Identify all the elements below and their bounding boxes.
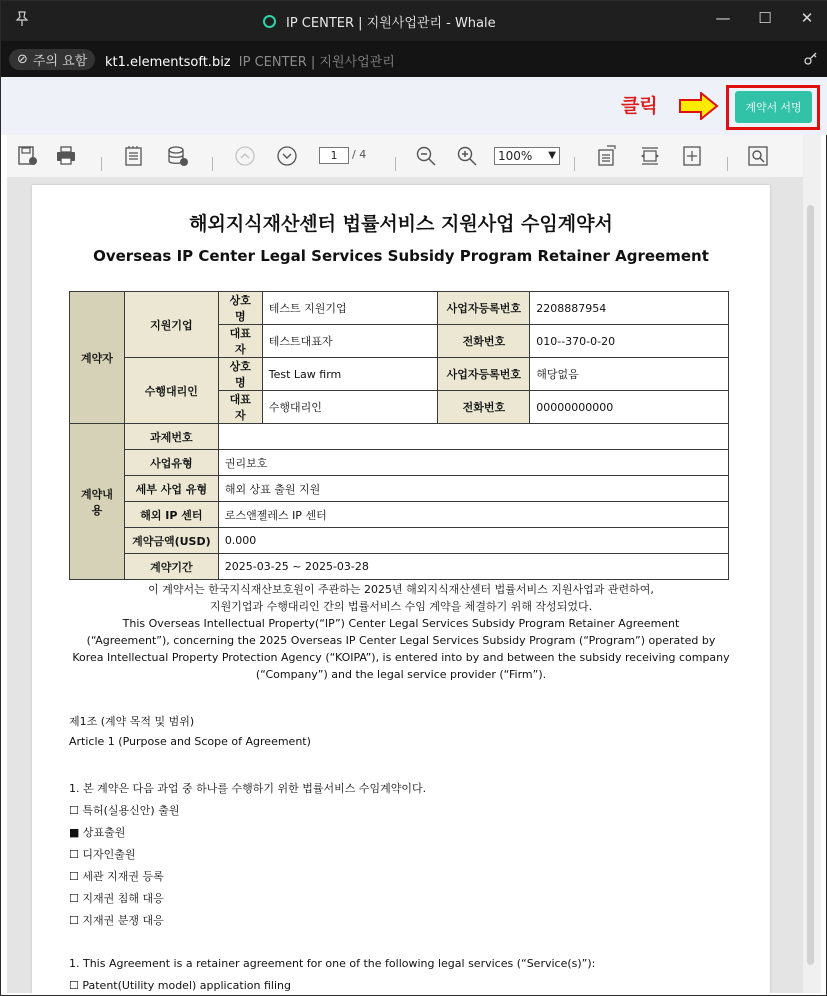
window-controls bbox=[702, 1, 827, 35]
document-properties-icon[interactable] bbox=[123, 145, 145, 167]
intro-line: (“Company”) and the legal service provider (“Firm”). bbox=[255, 668, 547, 681]
table-row bbox=[70, 554, 729, 580]
window-title bbox=[263, 12, 496, 31]
intro-line: Korea Intellectual Property Protection Agency (“KOIPA”), is entered into by and between the subsidy receiving company bbox=[72, 651, 730, 664]
service-option: ■ 상표출원 bbox=[69, 826, 126, 839]
intro-paragraph bbox=[32, 581, 770, 683]
table-cell: 사업자등록번호 bbox=[438, 358, 530, 391]
intro-line: 지원기업과 수행대리인 간의 법률서비스 수임 계약을 체결하기 위해 작성되었다. bbox=[209, 600, 593, 613]
click-annotation-label: 클릭 bbox=[621, 95, 658, 117]
page-total: / 4 bbox=[352, 148, 367, 161]
clause-en: 1. This Agreement is a retainer agreement for one of the following legal services (“Service(s)”): bbox=[69, 957, 596, 970]
window-title-text: IP CENTER | 지원사업관리 - Whale bbox=[286, 16, 496, 31]
scrollbar-thumb[interactable] bbox=[807, 205, 814, 965]
service-option: ☐ Patent(Utility model) application filing bbox=[69, 979, 291, 992]
chevron-down-icon: ▼ bbox=[548, 150, 556, 161]
table-cell bbox=[218, 424, 728, 450]
document-title-ko: 해외지식재산센터 법률서비스 지원사업 수임계약서 bbox=[189, 213, 613, 235]
page-number-input[interactable]: 1 bbox=[319, 147, 349, 164]
table-cell: 로스앤젤레스 IP 센터 bbox=[218, 502, 728, 528]
table-cell: 해외 IP 센터 bbox=[124, 502, 218, 528]
table-cell: 상호명 bbox=[218, 292, 262, 325]
zoom-out-icon[interactable] bbox=[415, 145, 437, 167]
sign-contract-button[interactable]: 계약서 서명 bbox=[735, 91, 812, 123]
table-cell: 0.000 bbox=[218, 528, 728, 554]
table-cell: 00000000000 bbox=[530, 391, 729, 424]
database-icon[interactable] bbox=[167, 145, 189, 167]
table-cell: 계약내용 bbox=[70, 424, 125, 580]
table-cell: 상호명 bbox=[218, 358, 262, 391]
url-field[interactable] bbox=[105, 51, 395, 70]
service-option: ☐ 특허(실용신안) 출원 bbox=[69, 804, 180, 817]
document-title-en: Overseas IP Center Legal Services Subsidy Program Retainer Agreement bbox=[93, 247, 709, 265]
table-cell: 사업유형 bbox=[124, 450, 218, 476]
service-option: ☐ 지재권 분쟁 대응 bbox=[69, 914, 164, 927]
table-cell: Test Law firm bbox=[262, 358, 438, 391]
table-row bbox=[70, 450, 729, 476]
table-row bbox=[70, 358, 729, 391]
table-row bbox=[70, 502, 729, 528]
save-icon[interactable] bbox=[17, 145, 39, 167]
table-cell: 계약자 bbox=[70, 292, 125, 424]
table-row bbox=[70, 528, 729, 554]
table-cell: 과제번호 bbox=[124, 424, 218, 450]
clause-ko: 1. 본 계약은 다음 과업 중 하나를 수행하기 위한 법률서비스 수임계약이다. bbox=[69, 782, 427, 795]
table-row bbox=[70, 424, 729, 450]
article-heading-en: Article 1 (Purpose and Scope of Agreement) bbox=[69, 735, 311, 748]
zoom-in-icon[interactable] bbox=[456, 145, 478, 167]
url-host: kt1.elementsoft.biz bbox=[105, 55, 231, 70]
page-export-icon[interactable] bbox=[596, 145, 618, 167]
toolbar-separator bbox=[395, 157, 396, 171]
article-heading-ko: 제1조 (계약 목적 및 범위) bbox=[69, 715, 195, 728]
table-cell: 2208887954 bbox=[530, 292, 729, 325]
intro-line: (“Agreement”), concerning the 2025 Overseas IP Center Legal Services Subsidy Program (“Program”) operated by bbox=[86, 634, 716, 647]
toolbar-separator bbox=[574, 157, 575, 171]
table-cell: 계약기간 bbox=[124, 554, 218, 580]
security-warning-text: 주의 요함 bbox=[32, 54, 88, 69]
table-cell: 전화번호 bbox=[438, 325, 530, 358]
pdf-viewport[interactable] bbox=[7, 177, 803, 993]
service-option: ☐ 세관 지재권 등록 bbox=[69, 870, 164, 883]
close-button[interactable]: ✕ bbox=[800, 9, 814, 27]
table-cell: 해외 상표 출원 지원 bbox=[218, 476, 728, 502]
table-row bbox=[70, 476, 729, 502]
table-cell: 테스트대표자 bbox=[262, 325, 438, 358]
table-cell: 사업자등록번호 bbox=[438, 292, 530, 325]
security-warning-badge[interactable] bbox=[9, 49, 95, 70]
contract-info-table bbox=[69, 291, 729, 580]
scrollbar[interactable] bbox=[803, 135, 821, 993]
search-icon[interactable] bbox=[747, 145, 769, 167]
zoom-value: 100% bbox=[498, 149, 533, 163]
table-cell: 수행대리인 bbox=[262, 391, 438, 424]
table-cell: 지원기업 bbox=[124, 292, 218, 358]
table-cell: 대표자 bbox=[218, 325, 262, 358]
table-cell: 계약금액(USD) bbox=[124, 528, 218, 554]
table-cell: 010--370-0-20 bbox=[530, 325, 729, 358]
pdf-page bbox=[32, 185, 770, 993]
table-cell: 세부 사업 유형 bbox=[124, 476, 218, 502]
key-icon[interactable] bbox=[804, 51, 818, 69]
not-secure-icon: ⊘ bbox=[17, 52, 28, 67]
table-cell: 해당없음 bbox=[530, 358, 729, 391]
print-icon[interactable] bbox=[55, 145, 77, 167]
minimize-button[interactable]: — bbox=[715, 9, 731, 27]
intro-line: This Overseas Intellectual Property(“IP”) Center Legal Services Subsidy Program Retainer Agreement bbox=[122, 617, 680, 630]
table-cell: 권리보호 bbox=[218, 450, 728, 476]
pin-icon[interactable] bbox=[15, 11, 29, 31]
toolbar-separator bbox=[101, 157, 102, 171]
intro-line: 이 계약서는 한국지식재산보호원이 주관하는 2025년 해외지식재산센터 법률서비스 지원사업과 관련하여, bbox=[148, 583, 654, 596]
service-option: ☐ 디자인출원 bbox=[69, 848, 136, 861]
table-cell: 테스트 지원기업 bbox=[262, 292, 438, 325]
arrow-right-icon bbox=[679, 92, 719, 120]
table-cell: 수행대리인 bbox=[124, 358, 218, 424]
whale-icon bbox=[263, 15, 276, 28]
address-bar bbox=[1, 41, 827, 77]
zoom-select[interactable] bbox=[494, 147, 560, 165]
fit-width-icon[interactable] bbox=[639, 145, 661, 167]
table-cell: 대표자 bbox=[218, 391, 262, 424]
toolbar-separator bbox=[727, 157, 728, 171]
table-cell: 전화번호 bbox=[438, 391, 530, 424]
app-header bbox=[1, 77, 827, 135]
url-page-title: IP CENTER | 지원사업관리 bbox=[238, 55, 395, 70]
toolbar-separator bbox=[212, 157, 213, 171]
table-row bbox=[70, 292, 729, 325]
service-option: ☐ 지재권 침해 대응 bbox=[69, 892, 164, 905]
table-cell: 2025-03-25 ~ 2025-03-28 bbox=[218, 554, 728, 580]
maximize-button[interactable]: ☐ bbox=[758, 9, 772, 27]
title-bar bbox=[1, 1, 827, 41]
previous-page-icon[interactable] bbox=[234, 145, 256, 167]
next-page-icon[interactable] bbox=[276, 145, 298, 167]
fit-page-icon[interactable] bbox=[681, 145, 703, 167]
pdf-toolbar bbox=[7, 135, 803, 177]
